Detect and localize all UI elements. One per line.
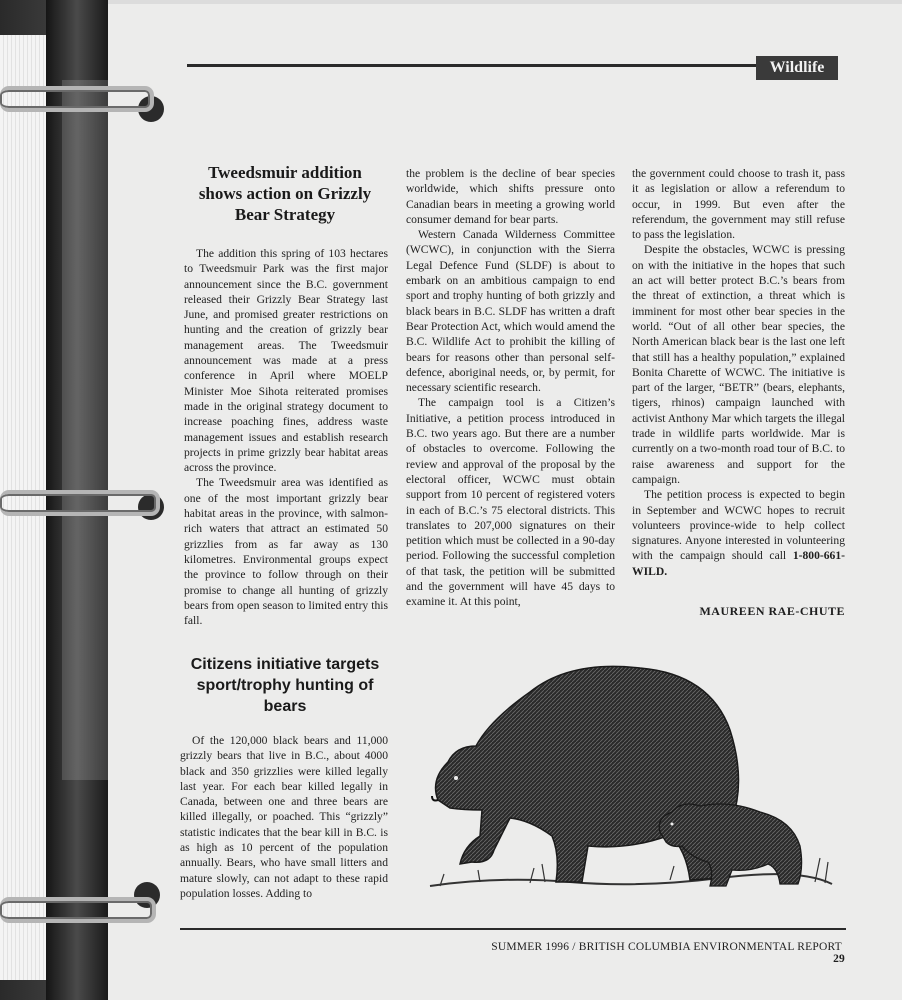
article1-headline: Tweedsmuir addition shows action on Grizzly Bear Strategy xyxy=(198,163,372,224)
article2-paragraph: the government could choose to trash it, pass it as legislation or allow a referendum to occur, in 1999. But even after the referendum, the government may still refuse to pass the legislation. xyxy=(632,167,845,242)
binder-ring-top xyxy=(0,86,154,112)
byline: MAUREEN RAE-CHUTE xyxy=(699,604,845,618)
article2-column1 xyxy=(180,733,388,901)
cub-body xyxy=(659,804,801,886)
article1-body xyxy=(184,246,388,628)
page-number: 29 xyxy=(833,953,845,965)
article2-paragraph: The campaign tool is a Citizen’s Initiative, a petition process introduced in B.C. two years ago. But there are a number of obstacles to overcome. Following the review and approval of the proposal by the electoral officer, WCWC must obtain support from 10 percent of registered voters in each of B.C.’s 75 electoral districts. This translates to 207,000 signatures on their petition which must be collected in a 90-day period. Following the successful completion of that task, the petition will be submitted and the government will have 45 days to examine it. At this point, xyxy=(406,396,615,609)
article2-paragraph: the problem is the decline of bear species worldwide, which shifts pressure onto Canadian bears in meeting a growing world consumer demand for bear parts. xyxy=(406,167,615,226)
article2-paragraph: Despite the obstacles, WCWC is pressing on with the initiative in the hopes that such an act will better protect B.C.’s bears from the threat of extinction, a threat which is imminent for most other bear species in the world. “Out of all other bear species, the North American black bear is the last one left that still has a healthy population,” explained Bonita Charette of WCWC. The initiative is part of the larger, “BETR” (bears, elephants, tigers, rhinos) campaign launched with activist Anthony Mar which targets the illegal trade in wildlife parts worldwide. Mar is currently on a two-month road tour of B.C. to raise awareness and support for the campaign. xyxy=(632,243,845,486)
header-rule xyxy=(187,64,760,67)
article2-paragraph-text: The petition process is expected to begin in September and WCWC hopes to recruit volunteers province-wide to help collect signatures. Anyone interested in volunteering with the campaign should call xyxy=(632,488,845,563)
section-tag: Wildlife xyxy=(756,56,838,80)
bear-with-cub-icon xyxy=(420,650,840,900)
phone-number: 1-800-661-WILD. xyxy=(632,549,845,578)
binder-ring-bottom xyxy=(0,897,156,923)
footer-rule xyxy=(180,928,846,930)
page-footer xyxy=(480,941,845,965)
article1-paragraph: The Tweedsmuir area was identified as one of the most important grizzly bear habitat areas in the province, with salmon-rich waters that attract an estimated 50 grizzlies from as far away as 130 kilometres. Environmental groups expect the province to follow through on their promise to change all hunting of grizzly bears from open season to limited entry this fall. xyxy=(184,476,388,628)
footer-issue: SUMMER 1996 xyxy=(491,941,570,953)
article2-paragraph xyxy=(632,487,845,579)
article2-column2 xyxy=(406,166,615,610)
article2-column3 xyxy=(632,166,845,579)
article2-paragraph: Western Canada Wilderness Committee (WCWC), in conjunction with the Sierra Legal Defence Fund (SLDF) is about to embark on an ambitious campaign to end sport and trophy hunting of both grizzly and black bears in B.C. SLDF has written a draft Bear Protection Act, which would amend the B.C. Wildlife Act to prohibit the killing of bears for reasons other than personal self-defence, aboriginal needs, or, by permit, for necessary scientific research. xyxy=(406,228,615,395)
footer-separator: / xyxy=(572,941,576,953)
footer-publication: BRITISH COLUMBIA ENVIRONMENTAL REPORT xyxy=(578,941,842,953)
article1-paragraph: The addition this spring of 103 hectares to Tweedsmuir Park was the first major announcement since the B.C. government released their Grizzly Bear Strategy last June, and promised greater restrictions on hunting and the creation of grizzly bear management areas. The Tweedsmuir announcement was made at a press conference in April where MOELP Minister Moe Sihota reiterated promises made in the original strategy document to increase poaching fines, address waste management issues and establish research projects in prime grizzly bear habitat areas across the province. xyxy=(184,247,388,475)
article2-paragraph: Of the 120,000 black bears and 11,000 grizzly bears that live in B.C., about 4000 black and 350 grizzlies were killed legally last year. For each bear killed legally in Canada, between one and three bears are killed illegally, or poached. This “grizzly” statistic indicates that the bear kill in B.C. is as high as 10 percent of the population annually. Bears, who have small litters and mature slowly, can not adapt to these rapid population losses. Adding to xyxy=(180,734,388,900)
binder-ring-middle xyxy=(0,490,160,516)
article2-headline: Citizens initiative targets sport/trophy hunting of bears xyxy=(190,656,380,715)
